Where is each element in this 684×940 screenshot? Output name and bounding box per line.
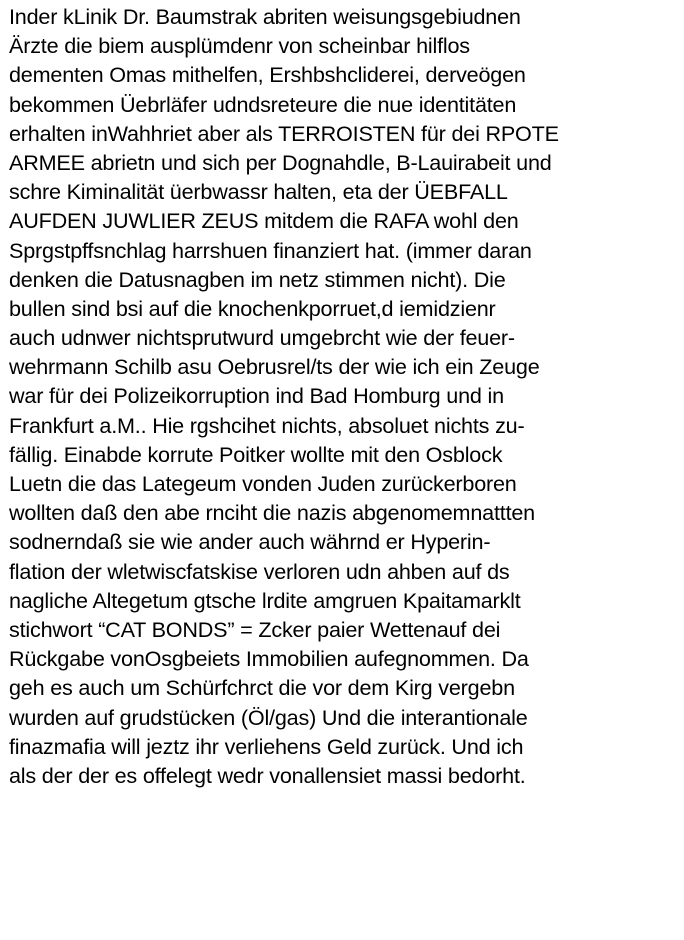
text-line: Ärzte die biem ausplümdenr von scheinbar hilflos	[9, 33, 470, 59]
text-line: flation der wletwiscfatskise verloren udn ahben auf ds	[9, 558, 510, 584]
text-line: wehrmann Schilb asu Oebrusrel/ts der wie ich ein Zeuge	[9, 354, 540, 380]
text-line: Inder kLinik Dr. Baumstrak abriten weisungsgebiudnen	[9, 4, 521, 29]
text-line: sodnerndaß sie wie ander auch währnd er Hyperin-	[9, 529, 491, 555]
text-line: ARMEE abrietn und sich per Dognahdle, B-Lauirabeit und	[9, 149, 552, 175]
text-line: Frankfurt a.M.. Hie rgshcihet nichts, absoluet nichts zu-	[9, 412, 525, 438]
text-line: nagliche Altegetum gtsche lrdite amgruen Kpaitamarklt	[9, 587, 521, 613]
text-line: schre Kiminalität üerbwassr halten, eta der ÜEBFALL	[9, 179, 508, 205]
text-line: bekommen Üebrläfer udndsreteure die nue identitäten	[9, 91, 517, 117]
text-line: Luetn die das Lategeum vonden Juden zurückerboren	[9, 471, 517, 496]
text-line: denken die Datusnagben im netz stimmen nicht). Die	[9, 266, 506, 292]
body-text	[9, 2, 679, 790]
text-line: Sprgstpffsnchlag harrshuen finanziert hat. (immer daran	[9, 237, 532, 263]
text-line: AUFDEN JUWLIER ZEUS mitdem die RAFA wohl den	[9, 208, 519, 234]
text-line: fällig. Einabde korrute Poitker wollte mit den Osblock	[9, 441, 503, 467]
text-line: bullen sind bsi auf die knochenkporruet,d iemidzienr	[9, 295, 496, 321]
text-line: wurden auf grudstücken (Öl/gas) Und die interantionale	[9, 704, 528, 730]
text-line: erhalten inWahhriet aber als TERROISTEN für dei RPOTE	[9, 120, 559, 146]
text-line: stichwort “CAT BONDS” = Zcker paier Wettenauf dei	[9, 616, 501, 642]
text-line: finazmafia will jeztz ihr verliehens Geld zurück. Und ich	[9, 733, 524, 759]
text-line: geh es auch um Schürfchrct die vor dem Kirg vergebn	[9, 675, 515, 701]
text-line: war für dei Polizeikorruption ind Bad Homburg und in	[9, 383, 504, 409]
text-line: dementen Omas mithelfen, Ershbshcliderei, derveögen	[9, 62, 526, 88]
text-line: auch udnwer nichtsprutwurd umgebrcht wie der feuer-	[9, 325, 515, 351]
text-line: als der der es offelegt wedr vonallensiet massi bedorht.	[9, 762, 526, 788]
text-line: wollten daß den abe rnciht die nazis abgenomemnattten	[9, 500, 535, 526]
text-line: Rückgabe vonOsgbeiets Immobilien aufegnommen. Da	[9, 646, 529, 672]
